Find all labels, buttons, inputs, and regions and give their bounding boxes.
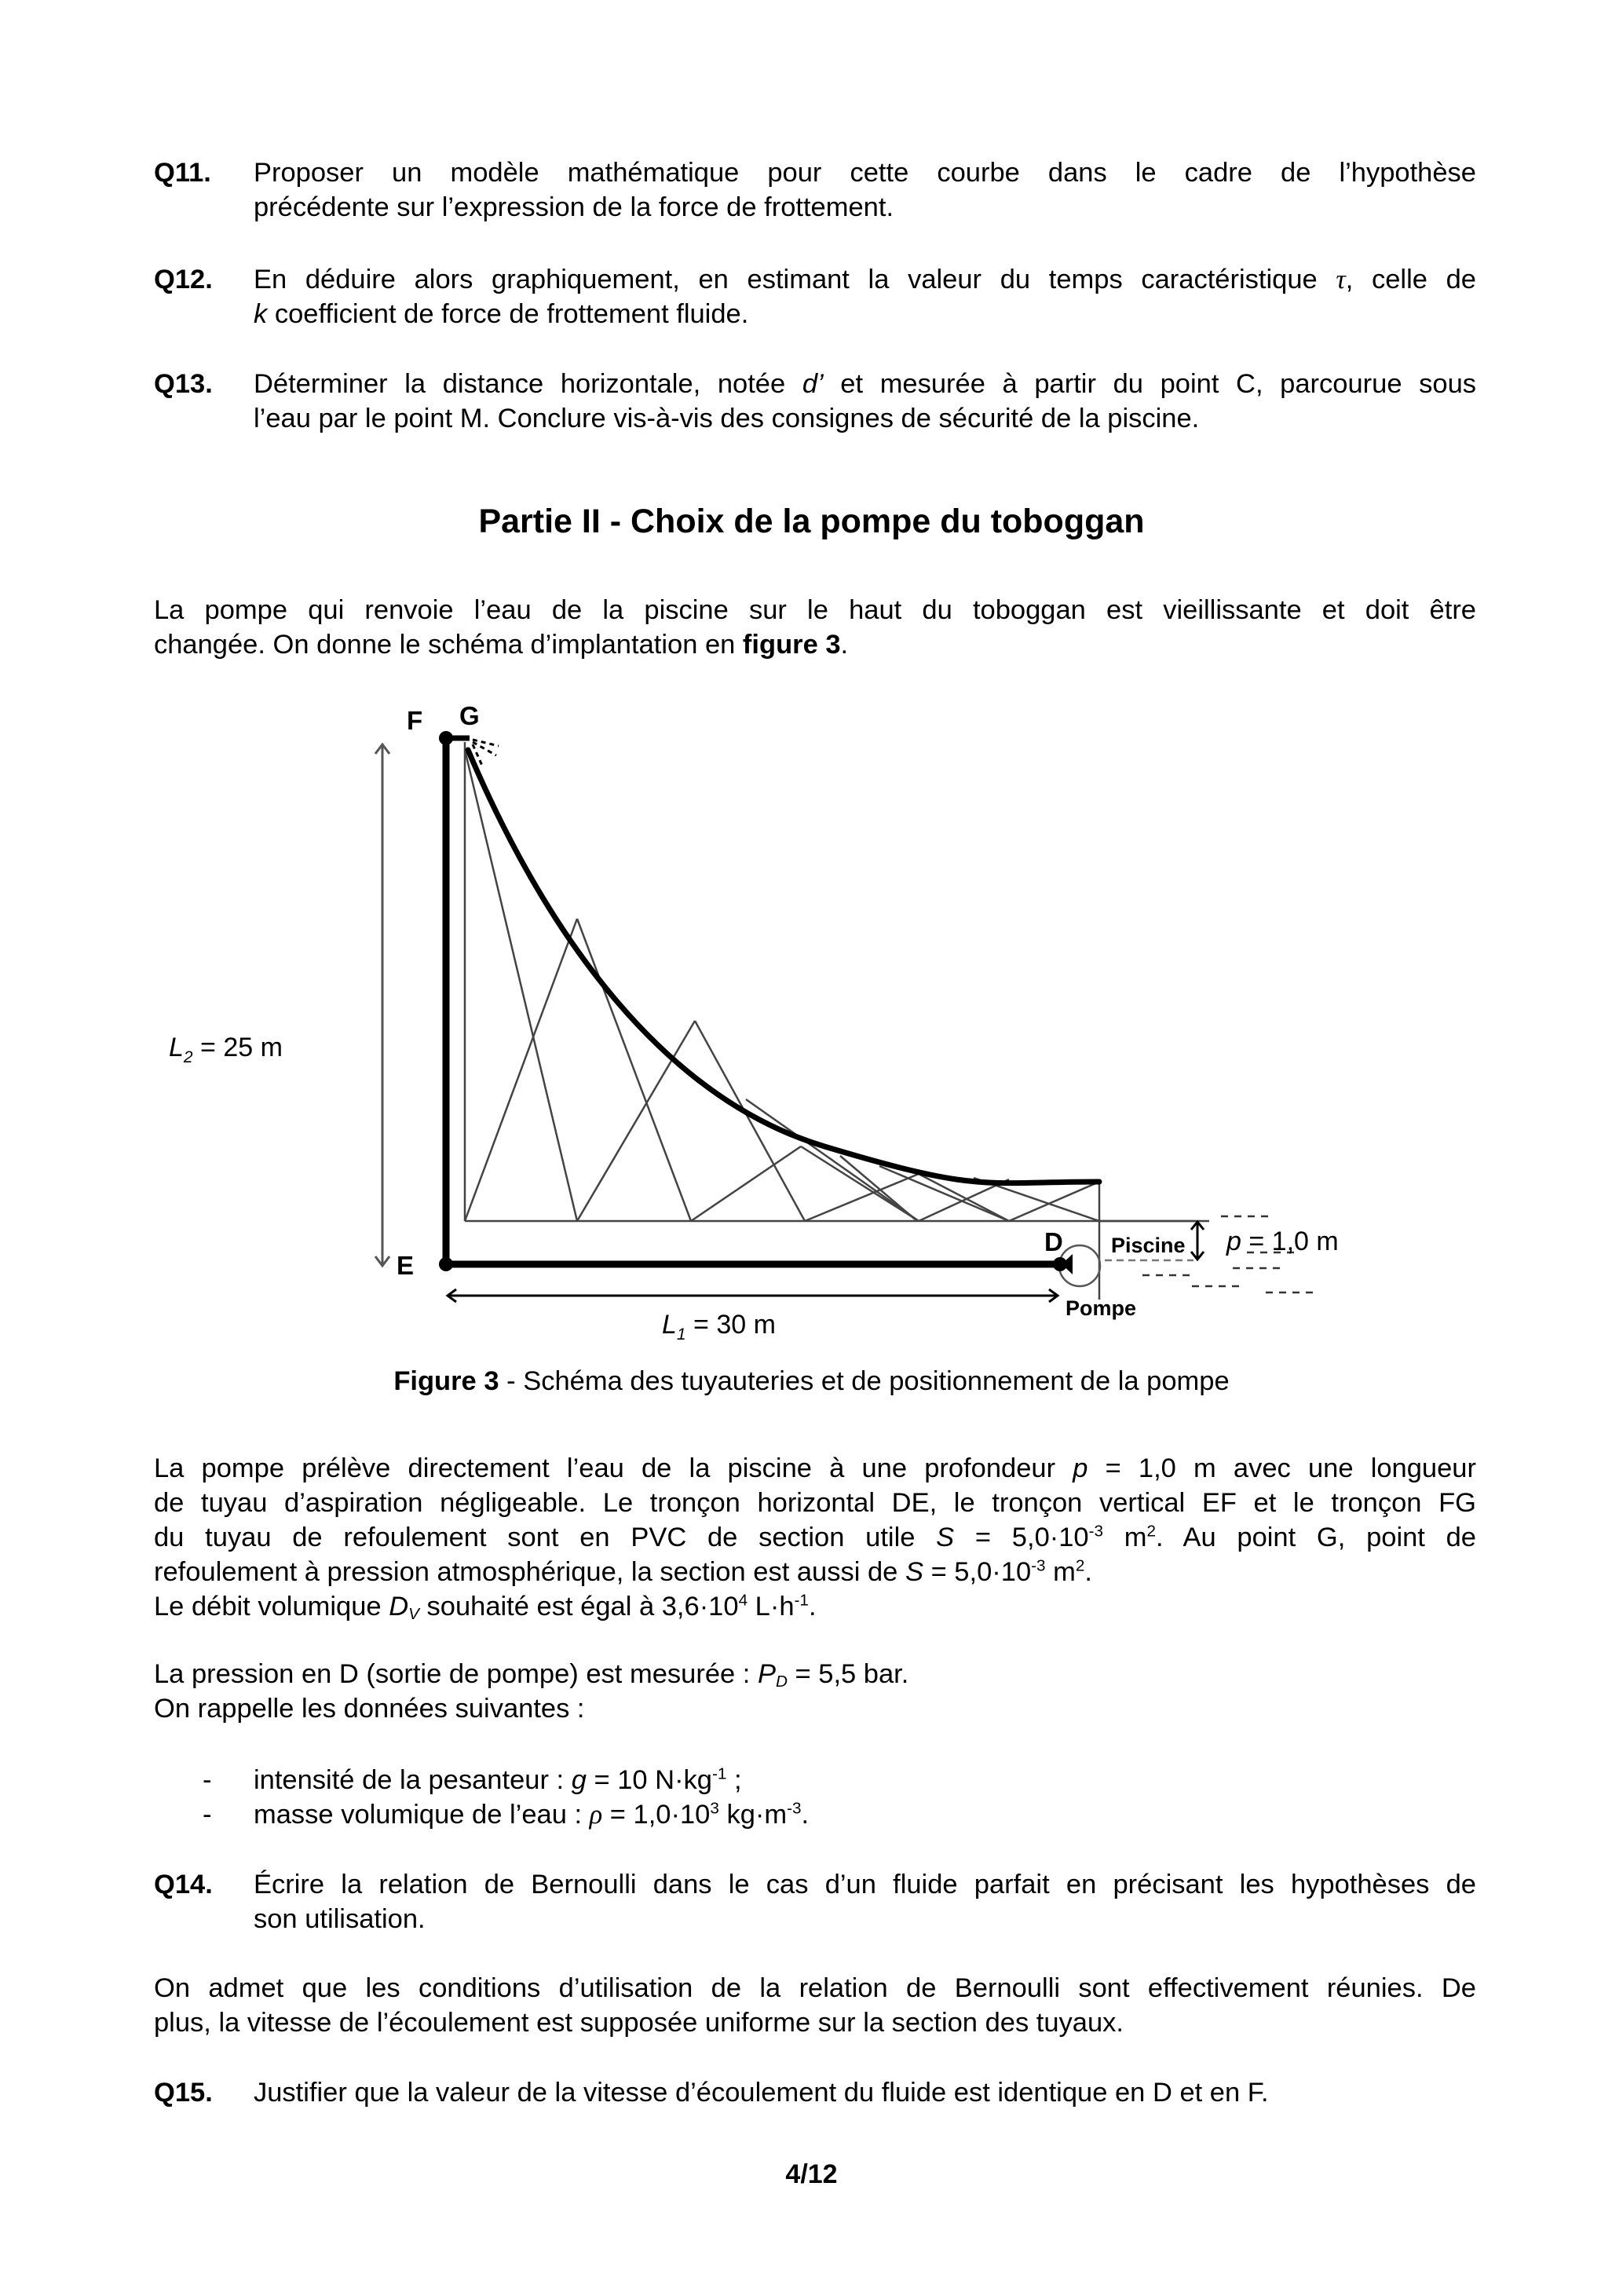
unit: L·h xyxy=(748,1592,795,1621)
exponent: 2 xyxy=(1146,1522,1157,1541)
label-l1 xyxy=(662,1310,776,1344)
text: . xyxy=(1084,1557,1092,1587)
question-text-line: Justifier que la valeur de la vitesse d’écoulement du fluide est identique en D et en F. xyxy=(254,2078,1269,2108)
text-line xyxy=(154,1555,1476,1589)
text: = 1,0·10 xyxy=(602,1800,711,1830)
text: Déterminer la distance horizontale, notée xyxy=(254,369,802,399)
text: = 5,5 bar. xyxy=(787,1659,909,1689)
text-line xyxy=(154,1657,1476,1691)
text: . xyxy=(840,630,849,660)
question-q15 xyxy=(154,2075,1476,2110)
text: changée. On donne le schéma d’implantation en xyxy=(154,630,743,660)
unit: m xyxy=(1045,1557,1076,1587)
text: = 10 N·kg xyxy=(586,1765,712,1795)
question-text-line: précédente sur l’expression de la force de frottement. xyxy=(254,192,894,222)
text: . Au point G, point de xyxy=(1156,1523,1476,1552)
text: En déduire alors graphiquement, en estimant la valeur du temps caractéristique xyxy=(254,265,1336,294)
text-line: On rappelle les données suivantes : xyxy=(154,1694,585,1724)
text: refoulement à pression atmosphérique, la section est aussi de xyxy=(154,1557,905,1587)
page-number: 4/12 xyxy=(785,2159,838,2189)
text: . xyxy=(801,1800,810,1830)
exponent: -3 xyxy=(787,1799,802,1818)
value: = 1,0 m xyxy=(1241,1227,1339,1256)
bernoulli-assumption-paragraph xyxy=(154,1971,1476,2040)
exponent: -3 xyxy=(1088,1522,1104,1541)
figure-caption xyxy=(0,1366,1623,1397)
pipe-network xyxy=(439,731,1060,1271)
question-number: Q11. xyxy=(154,158,211,188)
question-number: Q14. xyxy=(154,1870,213,1899)
text: = 1,0 m avec une longueur xyxy=(1087,1453,1476,1483)
unit: kg·m xyxy=(718,1800,788,1830)
value: = 25 m xyxy=(192,1033,283,1062)
text: et mesurée à partir du point C, parcourue sous xyxy=(823,369,1477,399)
figure-reference: figure 3 xyxy=(742,630,841,660)
label-pompe: Pompe xyxy=(1066,1296,1137,1320)
text: coefficient de force de frottement fluide. xyxy=(267,299,749,329)
text: souhaité est égal à 3,6·10 xyxy=(419,1592,739,1621)
question-number: Q12. xyxy=(154,265,213,294)
text: masse volumique de l’eau : xyxy=(254,1800,590,1830)
symbol: p xyxy=(1226,1227,1241,1256)
text-line xyxy=(154,1520,1476,1555)
question-text-line: Écrire la relation de Bernoulli dans le cas d’un fluide parfait en précisant les hypothèses de xyxy=(254,1870,1476,1899)
tau-symbol: τ xyxy=(1336,265,1346,294)
label-f: F xyxy=(407,706,423,735)
pump-description-paragraph xyxy=(154,1451,1476,1624)
label-e: E xyxy=(397,1251,415,1280)
symbol-s: S xyxy=(936,1523,955,1552)
list-item xyxy=(254,1763,742,1797)
text: intensité de la pesanteur : xyxy=(254,1765,572,1795)
label-piscine: Piscine xyxy=(1111,1234,1186,1257)
text-line: La pompe qui renvoie l’eau de la piscine sur le haut du toboggan est vieillissante et doit être xyxy=(154,595,1476,625)
symbol-g: g xyxy=(571,1765,587,1795)
exponent: 2 xyxy=(1075,1556,1085,1575)
symbol-dv: D xyxy=(389,1592,409,1621)
question-text-line: son utilisation. xyxy=(254,1904,426,1934)
slide-curve xyxy=(468,750,1099,1183)
l2-dimension-arrow xyxy=(375,744,389,1266)
exponent: 3 xyxy=(710,1799,719,1818)
label-l2 xyxy=(169,1033,283,1066)
text-line xyxy=(154,1589,1476,1624)
list-bullet: - xyxy=(203,1800,212,1830)
text-line: On admet que les conditions d’utilisation de la relation de Bernoulli sont effectivement réunies. De xyxy=(154,1973,1476,2003)
list-bullet: - xyxy=(203,1765,212,1795)
text-line: de tuyau d’aspiration négligeable. Le tronçon horizontal DE, le tronçon vertical EF et le tronçon FG xyxy=(154,1488,1476,1518)
unit: m xyxy=(1103,1523,1147,1552)
question-text-line: l’eau par le point M. Conclure vis-à-vis des consignes de sécurité de la piscine. xyxy=(254,404,1200,433)
text: = 5,0·10 xyxy=(923,1557,1032,1587)
text: , celle de xyxy=(1345,265,1476,294)
symbol-s: S xyxy=(905,1557,923,1587)
exponent: -3 xyxy=(1031,1556,1046,1575)
text-line xyxy=(154,1451,1476,1486)
value: = 30 m xyxy=(685,1310,776,1340)
subscript: 2 xyxy=(183,1048,193,1066)
l1-dimension-arrow xyxy=(448,1289,1058,1302)
text: = 5,0·10 xyxy=(954,1523,1089,1552)
exponent: 4 xyxy=(738,1591,748,1610)
symbol-p: p xyxy=(1073,1453,1088,1483)
subscript: D xyxy=(775,1673,788,1691)
text: La pression en D (sortie de pompe) est mesurée : xyxy=(154,1659,758,1689)
k-symbol: k xyxy=(254,299,268,329)
caption-text: - Schéma des tuyauteries et de positionnement de la pompe xyxy=(499,1366,1230,1396)
text: . xyxy=(808,1592,817,1621)
text: Le débit volumique xyxy=(154,1592,389,1621)
symbol-rho: ρ xyxy=(589,1800,603,1830)
symbol: L xyxy=(169,1033,184,1062)
question-number: Q13. xyxy=(154,369,213,399)
list-item xyxy=(254,1797,809,1832)
text: ; xyxy=(726,1765,742,1795)
symbol-p: P xyxy=(757,1659,776,1689)
label-d: D xyxy=(1044,1227,1063,1256)
question-number: Q15. xyxy=(154,2078,213,2108)
d-prime-symbol: d’ xyxy=(802,369,824,399)
text-line: plus, la vitesse de l’écoulement est supposée uniforme sur la section des tuyaux. xyxy=(154,2008,1124,2038)
question-text-line: Proposer un modèle mathématique pour cette courbe dans le cadre de l’hypothèse xyxy=(254,158,1476,188)
label-g: G xyxy=(459,701,480,730)
section-title: Partie II - Choix de la pompe du toboggan xyxy=(478,503,1145,540)
subscript: 1 xyxy=(676,1325,686,1344)
slide-support-structure xyxy=(465,742,1209,1300)
symbol: L xyxy=(662,1310,677,1340)
label-depth-p xyxy=(1226,1227,1339,1256)
text: du tuyau de refoulement sont en PVC de section utile xyxy=(154,1523,937,1552)
exponent: -1 xyxy=(794,1591,809,1610)
question-q14 xyxy=(154,1867,1476,1936)
text: La pompe prélève directement l’eau de la piscine à une profondeur xyxy=(154,1453,1073,1483)
pressure-paragraph xyxy=(154,1657,1476,1726)
subscript: V xyxy=(408,1605,419,1624)
caption-label: Figure 3 xyxy=(393,1366,499,1396)
water-spray-icon xyxy=(473,740,499,766)
exponent: -1 xyxy=(712,1764,727,1783)
